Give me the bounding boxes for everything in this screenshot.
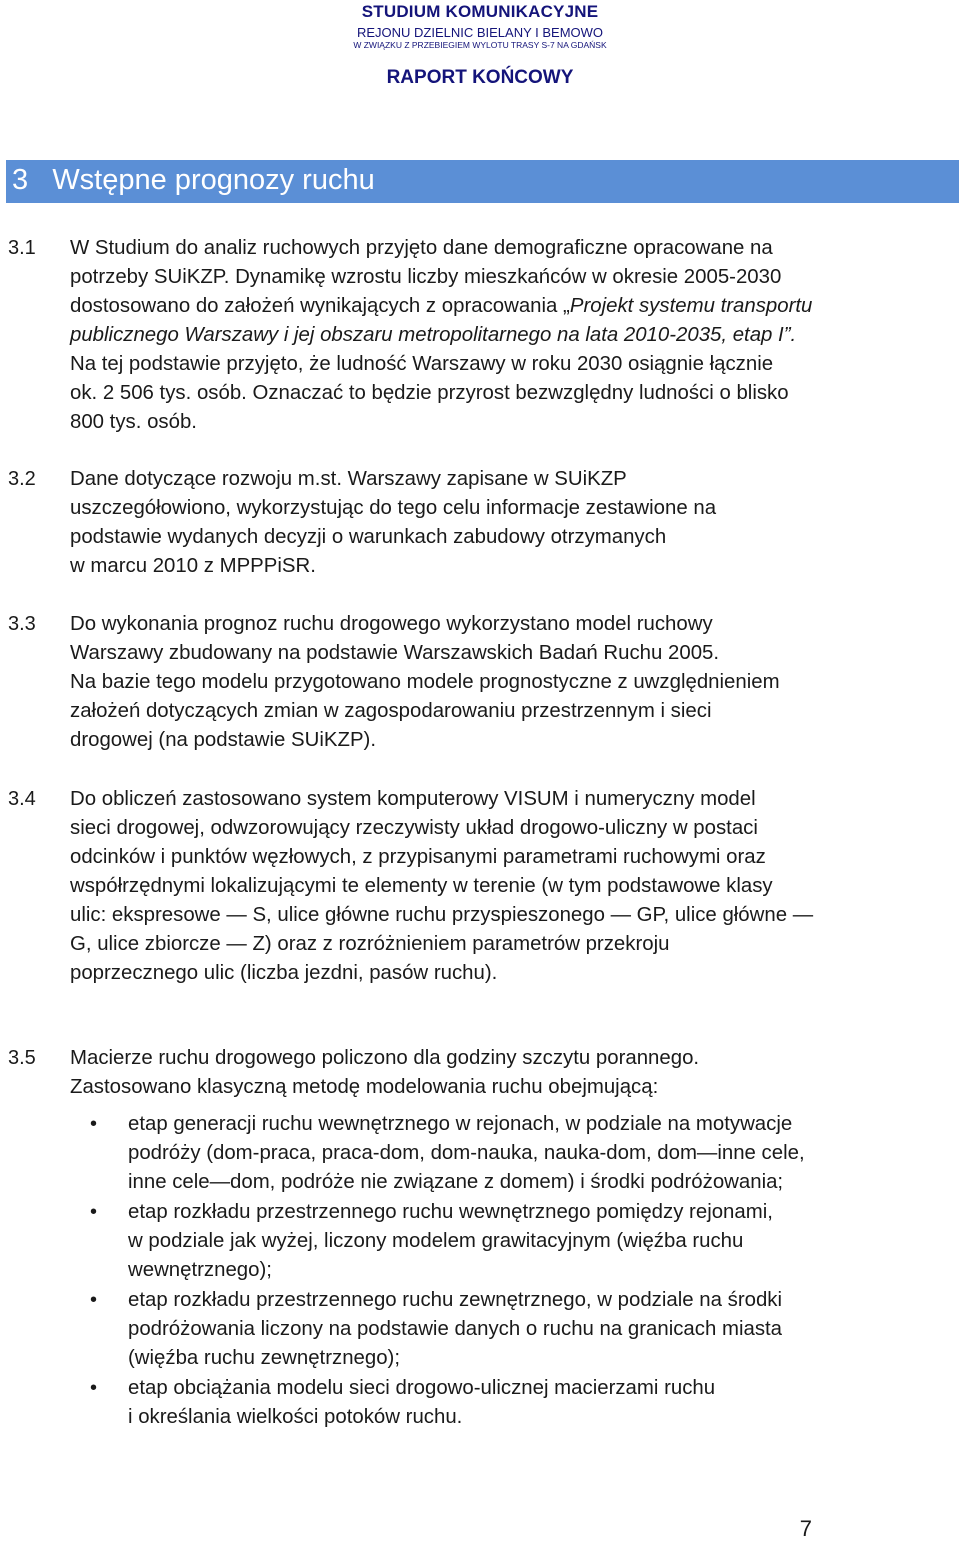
paragraph-line: Dane dotyczące rozwoju m.st. Warszawy zapisane w SUiKZP [70, 468, 627, 490]
bullet-icon: • [90, 1289, 98, 1311]
paragraph-line: Do wykonania prognoz ruchu drogowego wykorzystano model ruchowy [70, 613, 713, 635]
paragraph-number: 3.4 [8, 788, 36, 810]
bullet-item [128, 1198, 953, 1285]
paragraph-line: w marcu 2010 z MPPPiSR. [70, 555, 316, 577]
section-number: 3 [12, 164, 29, 196]
paragraph-3-4 [70, 785, 950, 988]
bullet-line: etap rozkładu przestrzennego ruchu wewnętrznego pomiędzy rejonami, [128, 1201, 773, 1223]
bullet-line: etap obciążania modelu sieci drogowo-ulicznej macierzami ruchu [128, 1377, 716, 1399]
bullet-line: podróży (dom-praca, praca-dom, dom-nauka, nauka-dom, dom—inne cele, [128, 1142, 805, 1164]
paragraph-number: 3.5 [8, 1047, 36, 1069]
paragraph-line: 800 tys. osób. [70, 411, 197, 433]
header-title: STUDIUM KOMUNIKACYJNE [361, 2, 599, 21]
paragraph-number: 3.2 [8, 468, 36, 490]
paragraph-line: Macierze ruchu drogowego policzono dla godziny szczytu porannego. [70, 1047, 700, 1069]
bullet-line: wewnętrznego); [128, 1259, 272, 1281]
paragraph-3-5 [70, 1044, 950, 1102]
paragraph-line: drogowej (na podstawie SUiKZP). [70, 729, 376, 751]
bullet-line: i określania wielkości potoków ruchu. [128, 1406, 463, 1428]
paragraph-line: podstawie wydanych decyzji o warunkach zabudowy otrzymanych [70, 526, 667, 548]
bullet-icon: • [90, 1201, 98, 1223]
paragraph-line: Do obliczeń zastosowano system komputerowy VISUM i numeryczny model [70, 788, 756, 810]
bullet-line: etap generacji ruchu wewnętrznego w rejonach, w podziale na motywacje [128, 1113, 793, 1135]
line-text: dostosowano do założeń wynikających z opracowania „ [70, 295, 570, 317]
section-heading [12, 164, 375, 197]
bullet-item [128, 1374, 953, 1432]
paragraph-line: odcinków i punktów węzłowych, z przypisanymi parametrami ruchowymi oraz [70, 846, 766, 868]
header-subtitle: REJONU DZIELNIC BIELANY I BEMOWO [356, 25, 604, 40]
paragraph-line: ulic: ekspresowe — S, ulice główne ruchu przyspieszonego — GP, ulice główne — [70, 904, 814, 926]
bullet-item [128, 1110, 953, 1197]
bullet-line: w podziale jak wyżej, liczony modelem grawitacyjnym (więźba ruchu [128, 1230, 744, 1252]
report-title: RAPORT KOŃCOWY [386, 67, 574, 88]
paragraph-line: potrzeby SUiKZP. Dynamikę wzrostu liczby mieszkańców w okresie 2005-2030 [70, 266, 782, 288]
paragraph-3-3 [70, 610, 950, 755]
bullet-item [128, 1286, 953, 1373]
paragraph-line [70, 292, 950, 321]
paragraph-line: współrzędnymi lokalizującymi te elementy w terenie (w tym podstawowe klasy [70, 875, 773, 897]
page-number: 7 [799, 1516, 812, 1541]
paragraph-line: sieci drogowej, odwzorowujący rzeczywisty układ drogowo-uliczny w postaci [70, 817, 758, 839]
paragraph-line: uszczegółowiono, wykorzystując do tego celu informacje zestawione na [70, 497, 717, 519]
paragraph-line [70, 321, 950, 350]
paragraph-line: G, ulice zbiorcze — Z) oraz z rozróżnieniem parametrów przekroju [70, 933, 670, 955]
paragraph-line: Na bazie tego modelu przygotowano modele prognostyczne z uwzględnieniem [70, 671, 780, 693]
paragraph-line: W Studium do analiz ruchowych przyjęto dane demograficzne opracowane na [70, 237, 773, 259]
project-title-italic: Projekt systemu transportu [569, 295, 813, 317]
bullet-line: (więźba ruchu zewnętrznego); [128, 1347, 401, 1369]
paragraph-line: poprzecznego ulic (liczba jezdni, pasów ruchu). [70, 962, 498, 984]
bullet-icon: • [90, 1377, 98, 1399]
paragraph-3-2 [70, 465, 950, 581]
paragraph-line: Zastosowano klasyczną metodę modelowania ruchu obejmującą: [70, 1076, 659, 1098]
paragraph-line: założeń dotyczących zmian w zagospodarowaniu przestrzennym i sieci [70, 700, 712, 722]
paragraph-line: Warszawy zbudowany na podstawie Warszawskich Badań Ruchu 2005. [70, 642, 720, 664]
bullet-icon: • [90, 1113, 98, 1135]
paragraph-number: 3.1 [8, 237, 36, 259]
paragraph-line: ok. 2 506 tys. osób. Oznaczać to będzie przyrost bezwzględny ludności o blisko [70, 382, 789, 404]
bullet-line: podróżowania liczony na podstawie danych o ruchu na granicach miasta [128, 1318, 783, 1340]
paragraph-line: Na tej podstawie przyjęto, że ludność Warszawy w roku 2030 osiągnie łącznie [70, 353, 774, 375]
bullet-line: etap rozkładu przestrzennego ruchu zewnętrznego, w podziale na środki [128, 1289, 783, 1311]
paragraph-3-1 [70, 234, 950, 437]
paragraph-number: 3.3 [8, 613, 36, 635]
section-title-text: Wstępne prognozy ruchu [52, 164, 375, 196]
header-subtitle-small: W ZWIĄZKU Z PRZEBIEGIEM WYLOTU TRASY S-7 NA GDAŃSK [353, 40, 607, 50]
project-title-italic-cont: publicznego Warszawy i jej obszaru metropolitarnego na lata 2010-2035, etap I”. [70, 324, 797, 346]
bullet-line: inne cele—dom, podróże nie związane z domem) i środki podróżowania; [128, 1171, 784, 1193]
